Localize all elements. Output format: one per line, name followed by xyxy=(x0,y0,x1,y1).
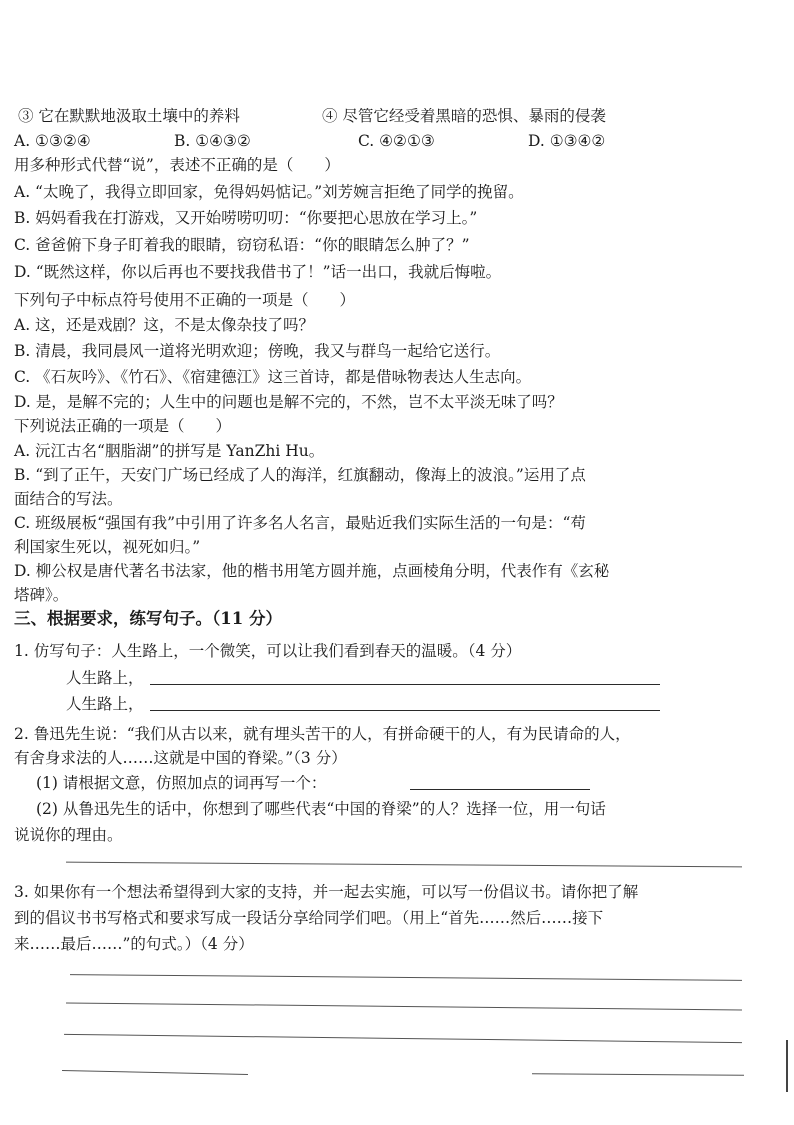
page-edge-mark xyxy=(786,1040,788,1092)
option-a: A. ①③②④ xyxy=(14,132,91,150)
q3-answer-line-4a[interactable] xyxy=(62,1070,248,1075)
q-say-stem: 用多种形式代替“说”，表述不正确的是（ ） xyxy=(14,156,340,174)
q-say-option-d: D. “既然这样，你以后再也不要找我借书了！”话一出口，我就后悔啦。 xyxy=(14,263,502,281)
order-options xyxy=(14,131,605,151)
q-punct-stem: 下列句子中标点符号使用不正确的一项是（ ） xyxy=(14,291,356,309)
option-c: C. ④②①③ xyxy=(358,132,435,150)
q-punct-option-a: A. 这，还是戏剧？这，不是太像杂技了吗？ xyxy=(14,316,315,334)
q3-prompt-cont-2: 来……最后……”的句式。）（4 分） xyxy=(14,935,254,953)
order-item-4: ④ 尽管它经受着黑暗的恐惧、暴雨的侵袭 xyxy=(322,107,606,125)
option-d: D. ①③④② xyxy=(528,132,606,150)
q-correct-option-a: A. 沅江古名“胭脂湖”的拼写是 YanZhi Hu。 xyxy=(14,442,325,460)
q3-answer-line-3[interactable] xyxy=(64,1034,742,1043)
q-correct-option-d: D. 柳公权是唐代著名书法家，他的楷书用笔方圆并施，点画棱角分明，代表作有《玄秘 xyxy=(14,562,610,580)
q-correct-option-d-cont: 塔碑》。 xyxy=(14,586,69,604)
q2-sub2-cont: 说说你的理由。 xyxy=(14,826,123,844)
q3-answer-line-4b[interactable] xyxy=(532,1073,744,1075)
q-say-option-a: A. “太晚了，我得立即回家，免得妈妈惦记。”刘芳婉言拒绝了同学的挽留。 xyxy=(14,183,524,201)
section-3-title: 三、根据要求，练写句子。（11 分） xyxy=(14,609,282,628)
option-b: B. ①④③② xyxy=(174,132,251,150)
q1-line-2-label: 人生路上， xyxy=(66,695,144,713)
q3-answer-line-1[interactable] xyxy=(70,974,742,981)
q-punct-option-c: C. 《石灰吟》、《竹石》、《宿建德江》这三首诗，都是借咏物表达人生志向。 xyxy=(14,368,532,386)
q-punct-option-d: D. 是，是解不完的；人生中的问题也是解不完的，不然，岂不太平淡无味了吗？ xyxy=(14,393,563,411)
q-correct-option-c-cont: 利国家生死以，视死如归。” xyxy=(14,538,201,556)
q2-sub1: (1) 请根据文意，仿照加点的词再写一个： xyxy=(36,774,327,792)
q2-answer-line[interactable] xyxy=(66,862,742,868)
q1-line-1-label: 人生路上， xyxy=(66,669,144,687)
q1-answer-line-2[interactable] xyxy=(150,710,660,711)
q-say-option-b: B. 妈妈看我在打游戏，又开始唠唠叨叨：“你要把心思放在学习上。” xyxy=(14,209,478,227)
q-correct-option-b: B. “到了正午，天安门广场已经成了人的海洋，红旗翻动，像海上的波浪。”运用了点 xyxy=(14,466,586,484)
q2-prompt-cont: 有舍身求法的人……这就是中国的脊梁。”（3 分） xyxy=(14,749,347,767)
q-correct-option-c: C. 班级展板“强国有我”中引用了许多名人名言，最贴近我们实际生活的一句是：“苟 xyxy=(14,514,586,532)
q1-prompt: 1. 仿写句子：人生路上，一个微笑，可以让我们看到春天的温暖。（4 分） xyxy=(14,642,522,660)
q3-answer-line-2[interactable] xyxy=(66,1002,742,1010)
order-item-3: ③ 它在默默地汲取土壤中的养料 xyxy=(18,107,240,125)
q-say-option-c: C. 爸爸俯下身子盯着我的眼睛，窃窃私语：“你的眼睛怎么肿了？” xyxy=(14,236,470,254)
q2-sub1-answer-line[interactable] xyxy=(410,789,590,790)
q-correct-option-b-cont: 面结合的写法。 xyxy=(14,490,123,508)
q2-sub2: (2) 从鲁迅先生的话中，你想到了哪些代表“中国的脊梁”的人？选择一位，用一句话 xyxy=(36,800,606,818)
q2-prompt: 2. 鲁迅先生说：“我们从古以来，就有埋头苦干的人，有拼命硬干的人，有为民请命的人， xyxy=(14,725,631,743)
q-punct-option-b: B. 清晨，我同晨风一道将光明欢迎；傍晚，我又与群鸟一起给它送行。 xyxy=(14,342,501,360)
q3-prompt-cont: 到的倡议书书写格式和要求写成一段话分享给同学们吧。（用上“首先……然后……接下 xyxy=(14,909,604,927)
q-correct-stem: 下列说法正确的一项是（ ） xyxy=(14,417,232,435)
q3-prompt: 3. 如果你有一个想法希望得到大家的支持，并一起去实施，可以写一份倡议书。请你把了解 xyxy=(14,883,639,901)
q1-answer-line-1[interactable] xyxy=(150,684,660,685)
